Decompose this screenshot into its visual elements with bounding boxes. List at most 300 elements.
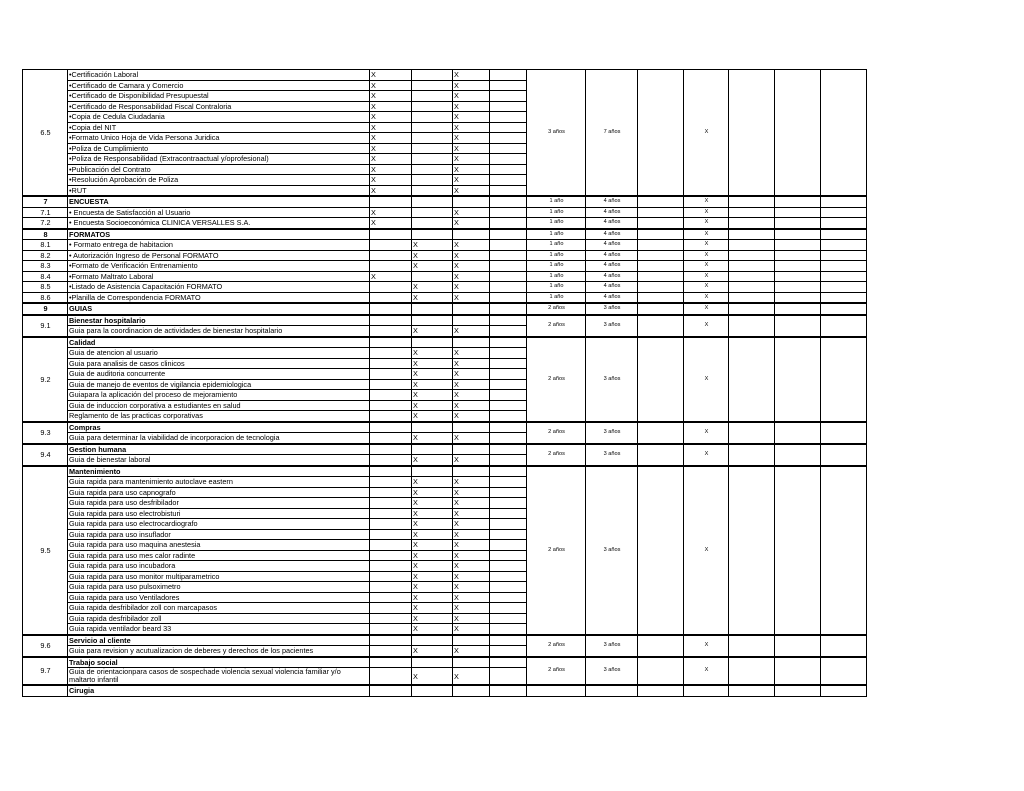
empty-cell bbox=[370, 422, 412, 433]
empty-cell bbox=[821, 207, 867, 218]
mark-cell bbox=[370, 261, 412, 272]
mark-cell: X bbox=[412, 433, 453, 444]
empty-cell bbox=[490, 550, 527, 561]
empty-cell bbox=[638, 422, 684, 444]
mark-cell: X bbox=[453, 508, 490, 519]
row-number: 6.5 bbox=[23, 70, 68, 197]
mark-cell: X bbox=[453, 379, 490, 390]
document-name: •Formato Unico Hoja de Vida Persona Juridica bbox=[68, 133, 370, 144]
retention-period-2: 3 años bbox=[586, 466, 638, 635]
subgroup-title: Calidad bbox=[68, 337, 370, 348]
mark-cell bbox=[412, 218, 453, 229]
mark-cell: X bbox=[453, 240, 490, 251]
empty-cell bbox=[821, 292, 867, 303]
empty-cell bbox=[638, 207, 684, 218]
empty-cell bbox=[729, 261, 775, 272]
disposition-mark: X bbox=[684, 250, 729, 261]
retention-period-2: 4 años bbox=[586, 196, 638, 207]
empty-cell bbox=[412, 685, 453, 696]
retention-period-1: 2 años bbox=[527, 303, 586, 315]
document-name: • Formato entrega de habitacion bbox=[68, 240, 370, 251]
empty-cell bbox=[775, 292, 821, 303]
retention-period-1: 2 años bbox=[527, 337, 586, 422]
empty-cell bbox=[412, 315, 453, 326]
document-name: •Poliza de Cumplimiento bbox=[68, 143, 370, 154]
empty-cell bbox=[490, 613, 527, 624]
empty-cell bbox=[490, 466, 527, 477]
empty-cell bbox=[490, 508, 527, 519]
empty-cell bbox=[729, 657, 775, 686]
document-name: • Encuesta Socioeconómica CLINICA VERSALLES S.A. bbox=[68, 218, 370, 229]
empty-cell bbox=[490, 603, 527, 614]
mark-cell: X bbox=[412, 519, 453, 530]
mark-cell: X bbox=[453, 143, 490, 154]
empty-cell bbox=[729, 271, 775, 282]
empty-cell bbox=[370, 455, 412, 466]
retention-period-2: 7 años bbox=[586, 70, 638, 197]
empty-cell bbox=[490, 315, 527, 326]
mark-cell: X bbox=[453, 390, 490, 401]
mark-cell: X bbox=[453, 70, 490, 81]
retention-period-2: 3 años bbox=[586, 444, 638, 466]
mark-cell: X bbox=[453, 369, 490, 380]
empty-cell bbox=[370, 337, 412, 348]
mark-cell: X bbox=[412, 326, 453, 337]
empty-cell bbox=[490, 422, 527, 433]
table-row bbox=[23, 292, 867, 303]
mark-cell bbox=[412, 112, 453, 123]
empty-cell bbox=[527, 685, 586, 696]
empty-cell bbox=[821, 315, 867, 337]
mark-cell: X bbox=[453, 519, 490, 530]
empty-cell bbox=[638, 250, 684, 261]
empty-cell bbox=[370, 358, 412, 369]
mark-cell: X bbox=[412, 292, 453, 303]
document-name: Guia rapida para uso Ventiladores bbox=[68, 592, 370, 603]
empty-cell bbox=[490, 154, 527, 165]
document-name: Guia rapida para uso insuflador bbox=[68, 529, 370, 540]
mark-cell: X bbox=[370, 70, 412, 81]
row-number: 8.4 bbox=[23, 271, 68, 282]
empty-cell bbox=[490, 292, 527, 303]
document-name: •Certificación Laboral bbox=[68, 70, 370, 81]
empty-cell bbox=[370, 646, 412, 657]
document-name: •Listado de Asistencia Capacitación FORMATO bbox=[68, 282, 370, 293]
subgroup-title: Bienestar hospitalario bbox=[68, 315, 370, 326]
empty-cell bbox=[490, 646, 527, 657]
empty-cell bbox=[490, 164, 527, 175]
mark-cell bbox=[412, 164, 453, 175]
empty-cell bbox=[638, 657, 684, 686]
document-name: Guia para analisis de casos clinicos bbox=[68, 358, 370, 369]
empty-cell bbox=[490, 477, 527, 488]
mark-cell bbox=[453, 229, 490, 240]
disposition-mark: X bbox=[684, 635, 729, 657]
document-name: Guia para revision y acutualizacion de deberes y derechos de los pacientes bbox=[68, 646, 370, 657]
empty-cell bbox=[775, 196, 821, 207]
empty-cell bbox=[490, 369, 527, 380]
empty-cell bbox=[775, 70, 821, 197]
mark-cell bbox=[412, 271, 453, 282]
retention-period-1: 1 año bbox=[527, 250, 586, 261]
mark-cell: X bbox=[412, 379, 453, 390]
subgroup-header-row bbox=[23, 422, 867, 433]
mark-cell: X bbox=[453, 529, 490, 540]
mark-cell: X bbox=[370, 271, 412, 282]
document-name: Guia rapida para uso pulsoximetro bbox=[68, 582, 370, 593]
retention-period-1: 1 año bbox=[527, 229, 586, 240]
mark-cell: X bbox=[453, 112, 490, 123]
empty-cell bbox=[490, 657, 527, 668]
mark-cell: X bbox=[453, 455, 490, 466]
document-name: Guia rapida desfribilador zoll bbox=[68, 613, 370, 624]
empty-cell bbox=[775, 303, 821, 315]
mark-cell: X bbox=[370, 143, 412, 154]
mark-cell: X bbox=[412, 613, 453, 624]
retention-period-1: 2 años bbox=[527, 466, 586, 635]
document-name: Guia rapida para mantenimiento autoclave eastern bbox=[68, 477, 370, 488]
disposition-mark: X bbox=[684, 337, 729, 422]
document-name: Guia rapida para uso mes calor radinte bbox=[68, 550, 370, 561]
table-row bbox=[23, 271, 867, 282]
mark-cell bbox=[370, 292, 412, 303]
empty-cell bbox=[638, 70, 684, 197]
empty-cell bbox=[638, 240, 684, 251]
empty-cell bbox=[370, 540, 412, 551]
mark-cell bbox=[370, 240, 412, 251]
retention-period-2: 3 años bbox=[586, 337, 638, 422]
table-row bbox=[23, 250, 867, 261]
mark-cell: X bbox=[453, 91, 490, 102]
empty-cell bbox=[490, 261, 527, 272]
empty-cell bbox=[490, 624, 527, 635]
document-name: Guia rapida para uso incubadora bbox=[68, 561, 370, 572]
empty-cell bbox=[729, 303, 775, 315]
mark-cell: X bbox=[453, 261, 490, 272]
empty-cell bbox=[490, 218, 527, 229]
mark-cell: X bbox=[453, 582, 490, 593]
mark-cell: X bbox=[453, 603, 490, 614]
row-number: 7 bbox=[23, 196, 68, 207]
mark-cell: X bbox=[370, 175, 412, 186]
document-name: Guia de manejo de eventos de vigilancia epidemiologica bbox=[68, 379, 370, 390]
mark-cell: X bbox=[412, 592, 453, 603]
document-name: •Formato Maltrato Laboral bbox=[68, 271, 370, 282]
retention-table-body bbox=[23, 70, 867, 697]
mark-cell: X bbox=[453, 571, 490, 582]
retention-period-2: 4 años bbox=[586, 207, 638, 218]
retention-period-1: 2 años bbox=[527, 315, 586, 337]
document-name: Guia para la coordinacion de actividades de bienestar hospitalario bbox=[68, 326, 370, 337]
empty-cell bbox=[490, 571, 527, 582]
mark-cell: X bbox=[412, 390, 453, 401]
empty-cell bbox=[490, 433, 527, 444]
empty-cell bbox=[729, 70, 775, 197]
mark-cell: X bbox=[453, 164, 490, 175]
table-row bbox=[23, 240, 867, 251]
subgroup-header-row bbox=[23, 685, 867, 696]
mark-cell bbox=[412, 207, 453, 218]
retention-period-2: 4 años bbox=[586, 229, 638, 240]
empty-cell bbox=[490, 101, 527, 112]
disposition-mark: X bbox=[684, 218, 729, 229]
document-name: •RUT bbox=[68, 185, 370, 196]
retention-period-2: 4 años bbox=[586, 240, 638, 251]
empty-cell bbox=[23, 685, 68, 696]
table-row bbox=[23, 70, 867, 81]
document-name: Guia rapida para uso maquina anestesia bbox=[68, 540, 370, 551]
empty-cell bbox=[821, 229, 867, 240]
document-name: Guia de induccion corporativa a estudiantes en salud bbox=[68, 400, 370, 411]
empty-cell bbox=[370, 624, 412, 635]
document-name: Guia rapida para uso capnografo bbox=[68, 487, 370, 498]
row-number: 8.5 bbox=[23, 282, 68, 293]
empty-cell bbox=[490, 91, 527, 102]
retention-period-2: 4 años bbox=[586, 218, 638, 229]
document-name: ENCUESTA bbox=[68, 196, 370, 207]
document-name: •Copia del NIT bbox=[68, 122, 370, 133]
retention-period-2: 3 años bbox=[586, 315, 638, 337]
empty-cell bbox=[638, 303, 684, 315]
document-name: • Autorización Ingreso de Personal FORMATO bbox=[68, 250, 370, 261]
empty-cell bbox=[453, 635, 490, 646]
empty-cell bbox=[638, 261, 684, 272]
empty-cell bbox=[729, 444, 775, 466]
empty-cell bbox=[821, 261, 867, 272]
mark-cell bbox=[412, 133, 453, 144]
mark-cell: X bbox=[453, 561, 490, 572]
empty-cell bbox=[490, 303, 527, 315]
empty-cell bbox=[370, 635, 412, 646]
disposition-mark: X bbox=[684, 282, 729, 293]
empty-cell bbox=[775, 685, 821, 696]
empty-cell bbox=[821, 218, 867, 229]
empty-cell bbox=[638, 337, 684, 422]
empty-cell bbox=[775, 240, 821, 251]
table-row bbox=[23, 229, 867, 240]
mark-cell: X bbox=[453, 400, 490, 411]
empty-cell bbox=[638, 229, 684, 240]
mark-cell: X bbox=[453, 271, 490, 282]
document-name: •Formato de Verificación Entrenamiento bbox=[68, 261, 370, 272]
mark-cell: X bbox=[370, 101, 412, 112]
mark-cell: X bbox=[412, 250, 453, 261]
empty-cell bbox=[370, 582, 412, 593]
row-number: 7.2 bbox=[23, 218, 68, 229]
empty-cell bbox=[370, 477, 412, 488]
document-name: Guia rapida ventilador beard 33 bbox=[68, 624, 370, 635]
mark-cell: X bbox=[412, 411, 453, 422]
disposition-mark: X bbox=[684, 303, 729, 315]
empty-cell bbox=[370, 444, 412, 455]
document-name: FORMATOS bbox=[68, 229, 370, 240]
document-name: Guia para determinar la viabilidad de incorporacion de tecnologia bbox=[68, 433, 370, 444]
row-number: 8.6 bbox=[23, 292, 68, 303]
retention-period-1: 2 años bbox=[527, 444, 586, 466]
empty-cell bbox=[412, 657, 453, 668]
retention-period-2: 4 años bbox=[586, 271, 638, 282]
empty-cell bbox=[370, 685, 412, 696]
mark-cell: X bbox=[453, 540, 490, 551]
empty-cell bbox=[490, 540, 527, 551]
mark-cell: X bbox=[453, 487, 490, 498]
subgroup-title: Cirugia bbox=[68, 685, 370, 696]
disposition-mark: X bbox=[684, 444, 729, 466]
disposition-mark: X bbox=[684, 261, 729, 272]
empty-cell bbox=[821, 250, 867, 261]
empty-cell bbox=[453, 444, 490, 455]
empty-cell bbox=[490, 519, 527, 530]
empty-cell bbox=[490, 271, 527, 282]
retention-period-1: 1 año bbox=[527, 271, 586, 282]
empty-cell bbox=[775, 218, 821, 229]
empty-cell bbox=[490, 582, 527, 593]
mark-cell: X bbox=[412, 540, 453, 551]
disposition-mark: X bbox=[684, 422, 729, 444]
empty-cell bbox=[370, 348, 412, 359]
retention-period-1: 3 años bbox=[527, 70, 586, 197]
row-number: 9.7 bbox=[23, 657, 68, 686]
retention-period-2: 4 años bbox=[586, 261, 638, 272]
mark-cell: X bbox=[412, 624, 453, 635]
document-name: Guia rapida para uso monitor multiparametrico bbox=[68, 571, 370, 582]
retention-period-2: 4 años bbox=[586, 250, 638, 261]
subgroup-title: Mantenimiento bbox=[68, 466, 370, 477]
empty-cell bbox=[775, 444, 821, 466]
mark-cell: X bbox=[412, 550, 453, 561]
empty-cell bbox=[490, 592, 527, 603]
mark-cell: X bbox=[412, 582, 453, 593]
table-row bbox=[23, 282, 867, 293]
mark-cell: X bbox=[453, 133, 490, 144]
document-name: Guia de orientacionpara casos de sospechade violencia sexual violencia familiar y/o maltarto infantil bbox=[68, 668, 370, 686]
empty-cell bbox=[370, 571, 412, 582]
empty-cell bbox=[490, 112, 527, 123]
mark-cell: X bbox=[370, 185, 412, 196]
mark-cell: X bbox=[370, 133, 412, 144]
retention-period-2: 3 años bbox=[586, 303, 638, 315]
row-number: 9.5 bbox=[23, 466, 68, 635]
empty-cell bbox=[729, 315, 775, 337]
empty-cell bbox=[490, 326, 527, 337]
mark-cell: X bbox=[412, 455, 453, 466]
mark-cell: X bbox=[453, 292, 490, 303]
retention-table-sheet bbox=[22, 69, 867, 697]
row-number: 9.4 bbox=[23, 444, 68, 466]
empty-cell bbox=[412, 337, 453, 348]
empty-cell bbox=[638, 271, 684, 282]
empty-cell bbox=[370, 369, 412, 380]
mark-cell: X bbox=[412, 529, 453, 540]
mark-cell: X bbox=[453, 348, 490, 359]
mark-cell: X bbox=[453, 154, 490, 165]
empty-cell bbox=[490, 444, 527, 455]
table-row bbox=[23, 218, 867, 229]
document-name: •Certificado de Camara y Comercio bbox=[68, 80, 370, 91]
retention-period-1: 1 año bbox=[527, 292, 586, 303]
document-name: •Certificado de Responsabilidad Fiscal Contraloria bbox=[68, 101, 370, 112]
empty-cell bbox=[821, 466, 867, 635]
retention-period-2: 3 años bbox=[586, 657, 638, 686]
disposition-mark: X bbox=[684, 196, 729, 207]
retention-period-1: 1 año bbox=[527, 240, 586, 251]
mark-cell: X bbox=[370, 218, 412, 229]
empty-cell bbox=[490, 358, 527, 369]
empty-cell bbox=[370, 508, 412, 519]
row-number: 8.3 bbox=[23, 261, 68, 272]
empty-cell bbox=[775, 315, 821, 337]
subgroup-title: Servicio al cliente bbox=[68, 635, 370, 646]
empty-cell bbox=[821, 422, 867, 444]
empty-cell bbox=[370, 592, 412, 603]
mark-cell bbox=[370, 282, 412, 293]
empty-cell bbox=[821, 196, 867, 207]
empty-cell bbox=[490, 390, 527, 401]
empty-cell bbox=[370, 613, 412, 624]
empty-cell bbox=[453, 685, 490, 696]
mark-cell: X bbox=[453, 250, 490, 261]
empty-cell bbox=[370, 466, 412, 477]
subgroup-header-row bbox=[23, 444, 867, 455]
mark-cell: X bbox=[370, 80, 412, 91]
empty-cell bbox=[490, 685, 527, 696]
retention-table bbox=[22, 69, 867, 697]
empty-cell bbox=[490, 185, 527, 196]
mark-cell: X bbox=[412, 477, 453, 488]
mark-cell bbox=[412, 80, 453, 91]
empty-cell bbox=[453, 466, 490, 477]
document-name: Guia de atencion al usuario bbox=[68, 348, 370, 359]
empty-cell bbox=[370, 433, 412, 444]
empty-cell bbox=[775, 466, 821, 635]
mark-cell: X bbox=[412, 508, 453, 519]
document-name: Guia rapida para uso electrobisturi bbox=[68, 508, 370, 519]
disposition-mark: X bbox=[684, 271, 729, 282]
empty-cell bbox=[490, 229, 527, 240]
empty-cell bbox=[821, 70, 867, 197]
mark-cell bbox=[412, 196, 453, 207]
empty-cell bbox=[490, 668, 527, 686]
mark-cell bbox=[370, 196, 412, 207]
retention-period-2: 4 años bbox=[586, 292, 638, 303]
empty-cell bbox=[638, 196, 684, 207]
mark-cell bbox=[412, 154, 453, 165]
table-row bbox=[23, 303, 867, 315]
empty-cell bbox=[370, 498, 412, 509]
mark-cell bbox=[412, 143, 453, 154]
disposition-mark: X bbox=[684, 240, 729, 251]
mark-cell: X bbox=[453, 411, 490, 422]
empty-cell bbox=[490, 337, 527, 348]
mark-cell: X bbox=[412, 487, 453, 498]
empty-cell bbox=[490, 196, 527, 207]
empty-cell bbox=[370, 379, 412, 390]
retention-period-1: 1 año bbox=[527, 218, 586, 229]
mark-cell: X bbox=[453, 498, 490, 509]
mark-cell: X bbox=[453, 433, 490, 444]
empty-cell bbox=[490, 70, 527, 81]
document-name: •Resolución Aprobación de Poliza bbox=[68, 175, 370, 186]
empty-cell bbox=[490, 635, 527, 646]
empty-cell bbox=[821, 635, 867, 657]
document-name: •Certificado de Disponibilidad Presupuestal bbox=[68, 91, 370, 102]
empty-cell bbox=[370, 657, 412, 668]
empty-cell bbox=[821, 240, 867, 251]
retention-period-1: 1 año bbox=[527, 207, 586, 218]
empty-cell bbox=[490, 400, 527, 411]
empty-cell bbox=[729, 250, 775, 261]
row-number: 9.3 bbox=[23, 422, 68, 444]
